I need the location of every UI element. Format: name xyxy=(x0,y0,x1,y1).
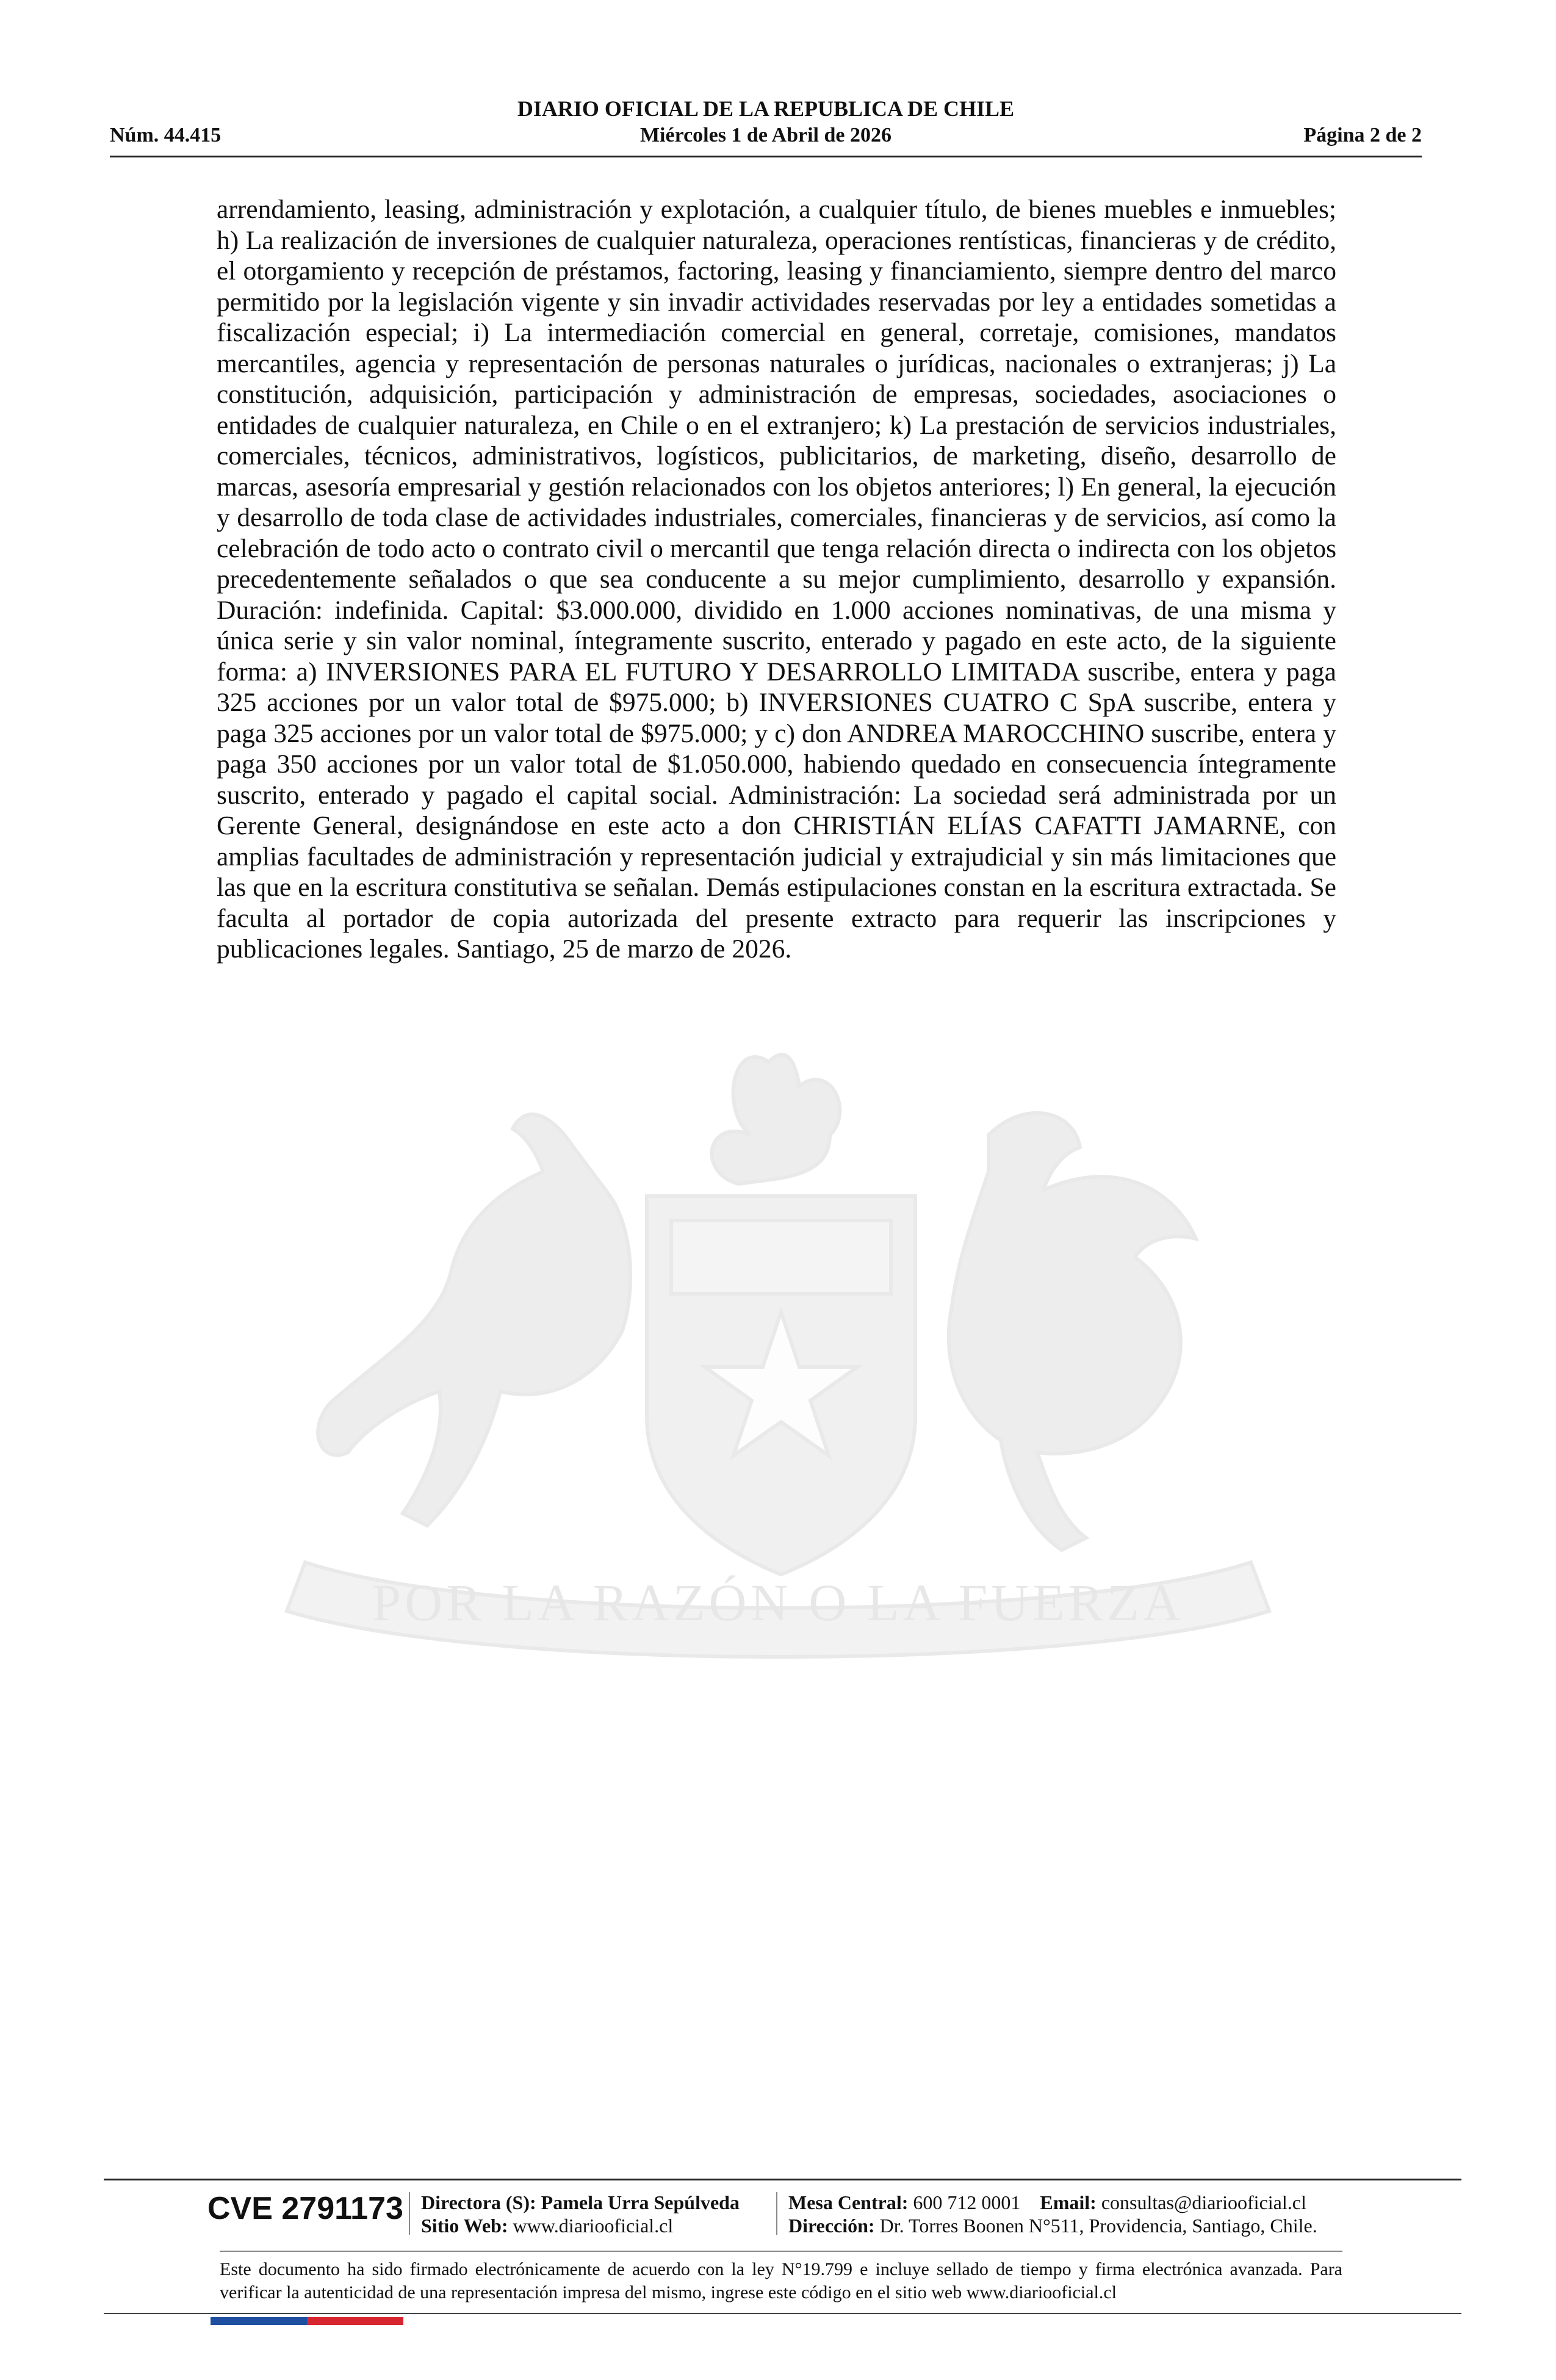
issue-date: Miércoles 1 de Abril de 2026 xyxy=(639,124,892,146)
website-link[interactable]: www.diariooficial.cl xyxy=(513,2215,674,2237)
newspaper-title: DIARIO OFICIAL DE LA REPUBLICA DE CHILE xyxy=(517,96,1015,121)
issue-number: Núm. 44.415 xyxy=(110,124,222,146)
page-number: Página 2 de 2 xyxy=(1303,124,1422,146)
mesa-label: Mesa Central: xyxy=(788,2191,909,2213)
mesa-phone: 600 712 0001 xyxy=(913,2191,1021,2213)
email-link[interactable]: consultas@diariooficial.cl xyxy=(1101,2191,1306,2213)
contact-info xyxy=(788,2191,1306,2214)
address-label: Dirección: xyxy=(788,2215,875,2237)
header-divider xyxy=(110,156,1422,157)
footer-divider-mid xyxy=(220,2251,1342,2252)
address-value: Dr. Torres Boonen N°511, Providencia, Santiago, Chile. xyxy=(879,2215,1317,2237)
website-label: Sitio Web: xyxy=(421,2215,508,2237)
watermark-motto: POR LA RAZÓN O LA FUERZA xyxy=(372,1573,1184,1632)
cve-code: CVE 2791173 xyxy=(207,2191,403,2226)
footer-divider-top xyxy=(104,2179,1461,2180)
address-info xyxy=(788,2214,1317,2237)
website-info xyxy=(421,2214,673,2237)
chile-coat-of-arms-icon xyxy=(183,1037,1373,1678)
footer-separator xyxy=(409,2192,410,2235)
legal-notice: Este documento ha sido firmado electrónicamente de acuerdo con la ley N°19.799 e incluye sellado de tiempo y firma electrónica avanzada. Para verificar la autenticidad de una representación impresa del mismo, ingrese este código en el sitio web www.diariooficial.cl xyxy=(220,2259,1342,2302)
director-info xyxy=(421,2191,740,2214)
extract-body-text: arrendamiento, leasing, administración y explotación, a cualquier título, de bienes muebles e inmuebles; h) La realización de inversiones de cualquier naturaleza, operaciones rentísticas, financieras y de crédito, el otorgamiento y recepción de préstamos, factoring, leasing y financiamiento, siempre dentro del marco permitido por la legislación vigente y sin invadir actividades reservadas por ley a entidades sometidas a fiscalización especial; i) La intermediación comercial en general, corretaje, comisiones, mandatos mercantiles, agencia y representación de personas naturales o jurídicas, nacionales o extranjeras; j) La constitución, adquisición, participación y administración de empresas, sociedades, asociaciones o entidades de cualquier naturaleza, en Chile o en el extranjero; k) La prestación de servicios industriales, comerciales, técnicos, administrativos, logísticos, publicitarios, de marketing, diseño, desarrollo de marcas, asesoría empresarial y gestión relacionados con los objetos anteriores; l) En general, la ejecución y desarrollo de toda clase de actividades industriales, comerciales, financieras y de servicios, así como la celebración de todo acto o contrato civil o mercantil que tenga relación directa o indirecta con los objetos precedentemente señalados o que sea conducente a su mejor cumplimiento, desarrollo y expansión. Duración: indefinida. Capital: $3.000.000, dividido en 1.000 acciones nominativas, de una misma y única serie y sin valor nominal, íntegramente suscrito, enterado y pagado en este acto, de la siguiente forma: a) INVERSIONES PARA EL FUTURO Y DESARROLLO LIMITADA suscribe, entera y paga 325 acciones por un valor total de $975.000; b) INVERSIONES CUATRO C SpA suscribe, entera y paga 325 acciones por un valor total de $975.000; y c) don ANDREA MAROCCHINO suscribe, entera y paga 350 acciones por un valor total de $1.050.000, habiendo quedado en consecuencia íntegramente suscrito, enterado y pagado el capital social. Administración: La sociedad será administrada por un Gerente General, designándose en este acto a don CHRISTIÁN ELÍAS CAFATTI JAMARNE, con amplias facultades de administración y representación judicial y extrajudicial y sin más limitaciones que las que en la escritura constitutiva se señalan. Demás estipulaciones constan en la escritura extractada. Se faculta al portador de copia autorizada del presente extracto para requerir las inscripciones y publicaciones legales. Santiago, 25 de marzo de 2026. xyxy=(217,195,1336,964)
director-label: Directora (S): Pamela Urra Sepúlveda xyxy=(421,2191,740,2213)
footer-separator xyxy=(776,2192,777,2235)
flag-stripe-red xyxy=(307,2317,403,2325)
flag-stripe-blue xyxy=(211,2317,307,2325)
footer-divider-bottom xyxy=(104,2313,1461,2314)
page-header xyxy=(110,92,1422,156)
email-label: Email: xyxy=(1040,2191,1097,2213)
